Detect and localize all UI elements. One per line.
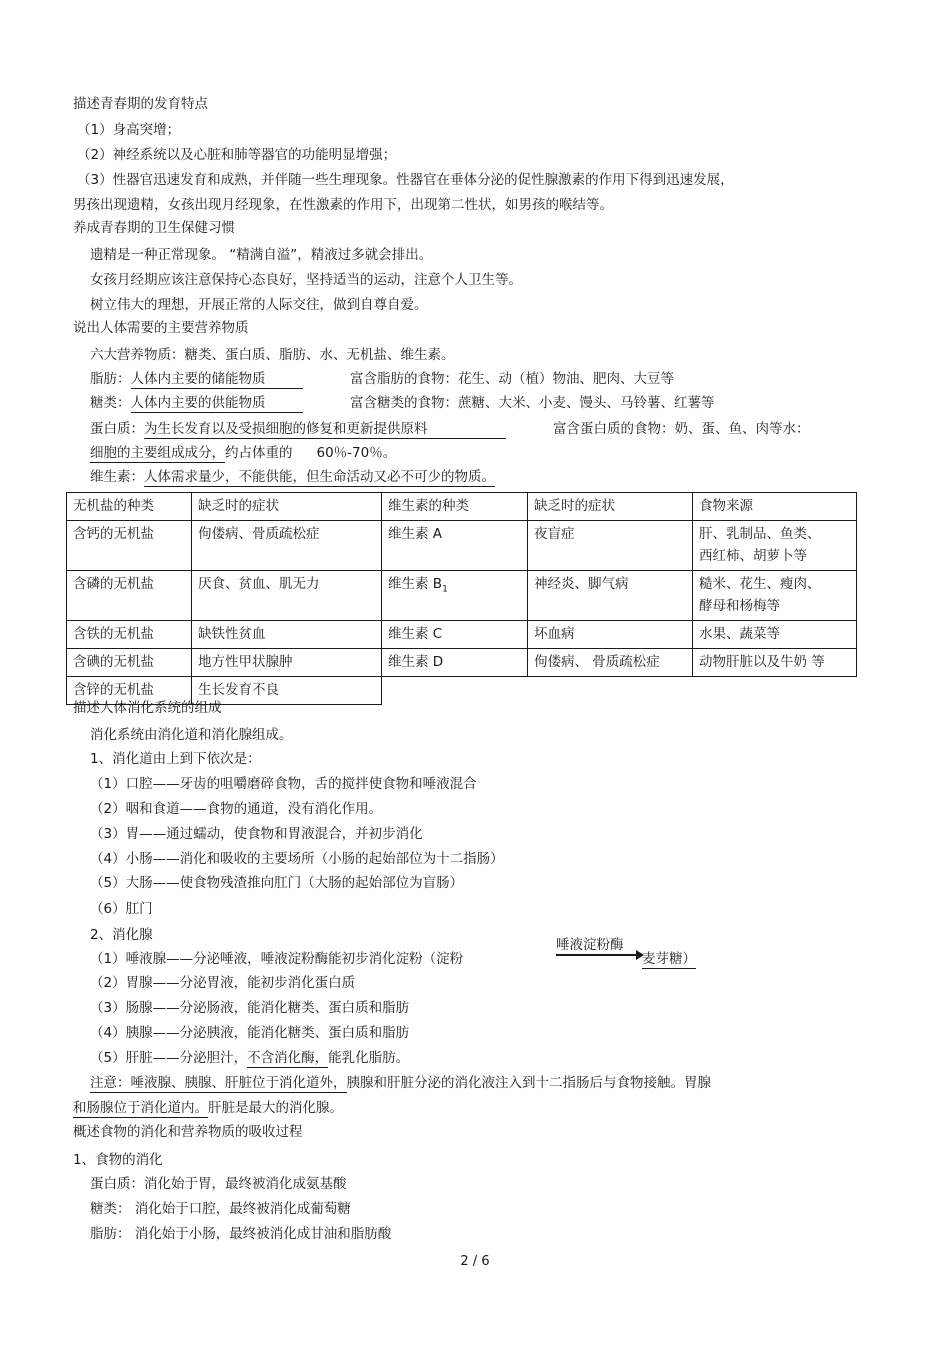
six-nutrients: 六大营养物质：糖类、蛋白质、脂肪、水、无机盐、维生素。 xyxy=(90,347,455,363)
table-row xyxy=(67,571,857,621)
mineral-cell: 含铁的无机盐 xyxy=(67,621,192,649)
mineral-symptom-cell: 佝偻病、骨质疏松症 xyxy=(192,521,382,571)
digestive-note-cont: 和肠腺位于消化道内。肝脏是最大的消化腺。 xyxy=(73,1100,343,1116)
food-source-cell: 动物肝脏以及牛奶 等 xyxy=(693,649,857,677)
digestion-item: 糖类： 消化始于口腔，最终被消化成葡萄糖 xyxy=(90,1201,351,1217)
gland-item: （1）唾液腺——分泌唾液，唾液淀粉酶能初步消化淀粉（淀粉 xyxy=(90,951,464,967)
table-row xyxy=(67,649,857,677)
vitamin-symptom-cell: 坏血病 xyxy=(528,621,693,649)
table-header: 食物来源 xyxy=(693,493,857,521)
enzyme-label: 唾液淀粉酶 xyxy=(556,937,624,953)
table-header: 无机盐的种类 xyxy=(67,493,192,521)
mineral-cell: 含锌的无机盐 xyxy=(67,677,192,705)
arrow-icon xyxy=(556,954,642,956)
vitamin-line xyxy=(90,468,495,487)
digestive-tract-title: 1、消化道由上到下依次是： xyxy=(90,751,261,767)
food-source-cell: 糙米、花生、瘦肉、 酵母和杨梅等 xyxy=(693,571,857,621)
water-line xyxy=(90,444,396,463)
puberty-item: （3）性器官迅速发育和成熟，并伴随一些生理现象。性器官在垂体分泌的促性腺激素的作用下得到迅速发展， xyxy=(77,172,734,188)
section-title-hygiene: 养成青春期的卫生保健习惯 xyxy=(73,220,235,236)
page-number: 2 / 6 xyxy=(460,1254,490,1269)
hygiene-item: 遗精是一种正常现象。 “精满自溢”，精液过多就会排出。 xyxy=(90,247,433,263)
table-header: 缺乏时的症状 xyxy=(192,493,382,521)
puberty-item: （1）身高突增； xyxy=(77,122,181,138)
food-source-cell: 肝、乳制品、鱼类、 西红柿、胡萝卜等 xyxy=(693,521,857,571)
vitamin-cell: 维生素 C xyxy=(382,621,528,649)
sugar-line xyxy=(90,394,303,413)
vitamin-cell: 维生素 $B_1$ xyxy=(382,571,528,621)
mineral-cell: 含钙的无机盐 xyxy=(67,521,192,571)
section-title-puberty: 描述青春期的发育特点 xyxy=(73,96,208,112)
sugar-foods: 富含糖类的食物：蔗糖、大米、小麦、馒头、马铃薯、红薯等 xyxy=(350,395,715,411)
digestion-item: 脂肪： 消化始于小肠，最终被消化成甘油和脂肪酸 xyxy=(90,1226,392,1242)
sugar-role: 人体内主要的供能物质 xyxy=(131,394,303,413)
section-title-nutrients: 说出人体需要的主要营养物质 xyxy=(73,320,249,336)
mineral-cell: 含碘的无机盐 xyxy=(67,649,192,677)
table-row xyxy=(67,621,857,649)
maltose-label: 麦芽糖） xyxy=(642,951,696,967)
vitamin-cell: 维生素 D xyxy=(382,649,528,677)
section-title-digestion-process: 概述食物的消化和营养物质的吸收过程 xyxy=(73,1124,303,1140)
vitamin-cell: 维生素 A xyxy=(382,521,528,571)
water-pct: 60％-70％。 xyxy=(316,445,397,461)
fat-line xyxy=(90,370,303,389)
protein-label: 蛋白质： xyxy=(90,421,144,437)
tract-item: （1）口腔——牙齿的咀嚼磨碎食物，舌的搅拌使食物和唾液混合 xyxy=(90,776,477,792)
fat-foods: 富含脂肪的食物：花生、动（植）物油、肥肉、大豆等 xyxy=(350,371,674,387)
note-label: 注意： xyxy=(90,1075,131,1091)
tract-item: （6）肛门 xyxy=(90,901,153,917)
gland-item: （3）肠腺——分泌肠液，能消化糖类、蛋白质和脂肪 xyxy=(90,1000,410,1016)
vitamin-desc-1: 人体需求量少 xyxy=(144,469,225,485)
protein-role: 为生长发育以及受损细胞的修复和更新提供原料 xyxy=(144,420,506,439)
table-header: 维生素的种类 xyxy=(382,493,528,521)
sugar-label: 糖类： xyxy=(90,395,131,411)
vitamin-desc-2: ，不能供能 xyxy=(225,469,293,485)
puberty-item-cont: 男孩出现遗精，女孩出现月经现象，在性激素的作用下，出现第二性状，如男孩的喉结等。 xyxy=(73,197,613,213)
hygiene-item: 女孩月经期应该注意保持心态良好，坚持适当的运动，注意个人卫生等。 xyxy=(90,272,522,288)
hygiene-item: 树立伟大的理想，开展正常的人际交往，做到自尊自爱。 xyxy=(90,297,428,313)
vitamin-symptom-cell: 神经炎、脚气病 xyxy=(528,571,693,621)
mineral-symptom-cell: 生长发育不良 xyxy=(192,677,382,705)
section-title-digestive-system: 描述人体消化系统的组成 xyxy=(73,700,222,716)
mineral-symptom-cell: 缺铁性贫血 xyxy=(192,621,382,649)
digestive-glands-title: 2、消化腺 xyxy=(90,927,153,943)
gland-item: （2）胃腺——分泌胃液，能初步消化蛋白质 xyxy=(90,975,356,991)
fat-role: 人体内主要的储能物质 xyxy=(131,370,303,389)
vitamin-symptom-cell: 佝偻病、 骨质疏松症 xyxy=(528,649,693,677)
mineral-symptom-cell: 地方性甲状腺肿 xyxy=(192,649,382,677)
water-pct-label: 约占体重的 xyxy=(225,445,293,461)
vitamin-symptom-cell: 夜盲症 xyxy=(528,521,693,571)
digestive-note: 注意：唾液腺、胰腺、肝脏位于消化道外，胰腺和肝脏分泌的消化液注入到十二指肠后与食物接触。胃腺 xyxy=(90,1075,711,1091)
food-source-cell: 水果、蔬菜等 xyxy=(693,621,857,649)
puberty-item: （2）神经系统以及心脏和肺等器官的功能明显增强； xyxy=(77,147,397,163)
protein-foods: 富含蛋白质的食物：奶、蛋、鱼、肉等水： xyxy=(553,421,810,437)
water-role: 细胞的主要组成成分， xyxy=(90,445,225,461)
fat-label: 脂肪： xyxy=(90,371,131,387)
digestion-item: 蛋白质：消化始于胃，最终被消化成氨基酸 xyxy=(90,1176,347,1192)
tract-item: （2）咽和食道——食物的通道，没有消化作用。 xyxy=(90,801,383,817)
digestive-intro: 消化系统由消化道和消化腺组成。 xyxy=(90,727,293,743)
table-header-row xyxy=(67,493,857,521)
tract-item: （5）大肠——使食物残渣推向肛门（大肠的起始部位为盲肠） xyxy=(90,875,464,891)
nutrient-table xyxy=(66,492,857,705)
table-header: 缺乏时的症状 xyxy=(528,493,693,521)
mineral-cell: 含磷的无机盐 xyxy=(67,571,192,621)
table-row xyxy=(67,521,857,571)
vitamin-desc-3: ，但生命活动又必不可少的物质。 xyxy=(292,469,495,485)
gland-item: （4）胰腺——分泌胰液，能消化糖类、蛋白质和脂肪 xyxy=(90,1025,410,1041)
gland-item-liver: （5）肝脏——分泌胆汁，不含消化酶，能乳化脂肪。 xyxy=(90,1050,410,1066)
mineral-symptom-cell: 厌食、贫血、肌无力 xyxy=(192,571,382,621)
digestion-subtitle: 1、食物的消化 xyxy=(73,1152,163,1168)
vitamin-label: 维生素： xyxy=(90,469,144,485)
tract-item: （4）小肠——消化和吸收的主要场所（小肠的起始部位为十二指肠） xyxy=(90,851,504,867)
tract-item: （3）胃——通过蠕动，使食物和胃液混合，并初步消化 xyxy=(90,826,423,842)
protein-line xyxy=(90,420,506,439)
